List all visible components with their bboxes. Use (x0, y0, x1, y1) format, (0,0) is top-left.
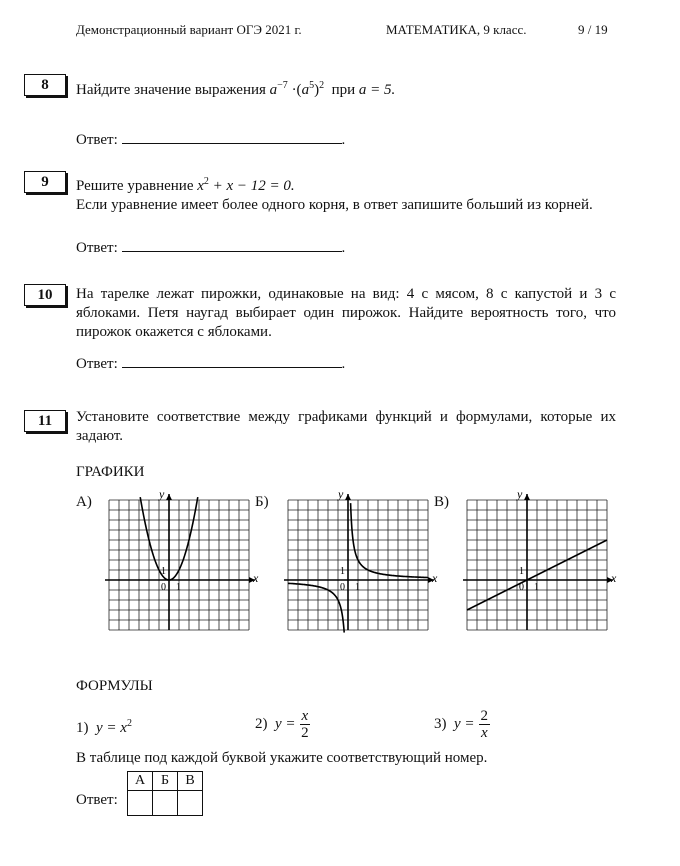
formula-2-numerator: x (301, 708, 309, 724)
graph-label-a: А) (76, 494, 92, 510)
task-8-var-a: a (269, 82, 278, 98)
answer-table-header-a: А (128, 772, 153, 791)
answer-table-header-b: Б (153, 772, 178, 791)
graph-v-x-label: x (611, 571, 617, 585)
answer-cell-v[interactable] (178, 791, 203, 816)
task-8-exp3: 2 (319, 80, 325, 91)
graph-b-tick-y1: 1 (340, 566, 345, 577)
header-left: Демонстрационный вариант ОГЭ 2021 г. (76, 22, 302, 37)
answer-label: Ответ: (76, 132, 118, 148)
graph-v (459, 487, 617, 646)
task-11-answer-label: Ответ: (76, 792, 118, 808)
table-instruction: В таблице под каждой буквой укажите соответствующий номер. (76, 750, 488, 766)
task-9-answer-line[interactable] (122, 237, 342, 252)
task-11-text: Установите соответствие между графиками функций и формулами, которые их задают. (76, 409, 616, 444)
graph-v-origin-label: 0 (519, 582, 524, 593)
task-8-answer: Ответ: . (76, 129, 345, 149)
task-10-number: 10 (24, 284, 66, 306)
task-9-number: 9 (24, 171, 66, 193)
task-10-answer: Ответ: . (76, 353, 345, 373)
formula-2-denominator: 2 (301, 725, 309, 741)
formula-1-sup: 2 (126, 718, 132, 729)
formula-3-lhs: y = (454, 716, 475, 732)
answer-label: Ответ: (76, 356, 118, 372)
graph-a-tick-y1: 1 (161, 566, 166, 577)
task-8-number: 8 (24, 74, 66, 96)
graph-b-origin-label: 0 (340, 582, 345, 593)
graph-a-x-label: x (253, 571, 259, 585)
formula-3-num: 3) (434, 716, 447, 732)
graph-a-tick-x1: 1 (176, 582, 181, 593)
formula-1-num: 1) (76, 720, 89, 736)
answer-cell-b[interactable] (153, 791, 178, 816)
graph-v-y-label: y (517, 487, 523, 501)
formula-2 (255, 708, 310, 741)
task-8-text: Найдите значение выражения $a^{-7} \cdot(a^5)^2$ при a = 5. (76, 80, 396, 98)
answer-table (127, 771, 203, 816)
formula-1 (76, 718, 132, 737)
graphs-title: ГРАФИКИ (76, 464, 145, 480)
page-number: 9 / 19 (578, 22, 608, 37)
graph-a (101, 487, 259, 646)
formula-1-expr: y = x (96, 720, 127, 736)
formula-2-lhs: y = (275, 716, 296, 732)
task-9-condition: Если уравнение имеет более одного корня, в ответ запишите больший из корней. (76, 197, 593, 213)
task-8-exp2: 5 (309, 80, 315, 91)
task-10-text: На тарелке лежат пирожки, одинаковые на вид: 4 с мясом, 8 с капустой и 3 с яблоками. Петя наугад выбирает один пирожок. Найдите вероятность того, что пирожок окажется с яблоками. (76, 286, 616, 340)
graph-label-b: Б) (255, 494, 269, 510)
graph-b-tick-x1: 1 (355, 582, 360, 593)
task-9-prompt: Решите уравнение (76, 178, 194, 194)
task-8-tail: при (331, 82, 356, 98)
task-8-exp1: −7 (277, 80, 288, 91)
graph-a-y-label: y (159, 487, 165, 501)
graph-b-y-arrow (345, 494, 351, 500)
graph-b (280, 487, 438, 646)
graph-b-curve-left (288, 583, 344, 632)
formula-3 (434, 708, 490, 741)
task-8-answer-line[interactable] (122, 129, 342, 144)
answer-table-header-v: В (178, 772, 203, 791)
answer-label: Ответ: (76, 240, 118, 256)
formula-2-fraction (300, 708, 311, 741)
graph-v-tick-x1: 1 (534, 582, 539, 593)
graph-b-x-label: x (432, 571, 438, 585)
task-8-condition: a = 5. (358, 82, 396, 98)
formula-3-fraction (479, 708, 491, 741)
formulas-title: ФОРМУЛЫ (76, 678, 153, 694)
task-11-number: 11 (24, 410, 66, 432)
task-9-text (76, 172, 616, 215)
graph-v-y-arrow (524, 494, 530, 500)
task-8-var-a2: a (301, 82, 310, 98)
graph-a-y-arrow (166, 494, 172, 500)
task-9-answer: Ответ: . (76, 237, 345, 257)
task-8-prompt: Найдите значение выражения (76, 82, 266, 98)
formula-3-denominator: x (480, 725, 488, 741)
task-10-answer-line[interactable] (122, 353, 342, 368)
task-9-eq-sup: 2 (203, 176, 209, 187)
graph-label-v: В) (434, 494, 449, 510)
answer-cell-a[interactable] (128, 791, 153, 816)
graph-a-origin-label: 0 (161, 582, 166, 593)
header-center: МАТЕМАТИКА, 9 класс. (386, 22, 527, 37)
task-9-eq-rest: + x − 12 = 0. (212, 178, 295, 194)
formula-3-numerator: 2 (480, 708, 489, 724)
graph-b-y-label: y (338, 487, 344, 501)
formula-2-num: 2) (255, 716, 268, 732)
task-9-eq-x: x (197, 178, 204, 194)
graph-v-tick-y1: 1 (519, 566, 524, 577)
